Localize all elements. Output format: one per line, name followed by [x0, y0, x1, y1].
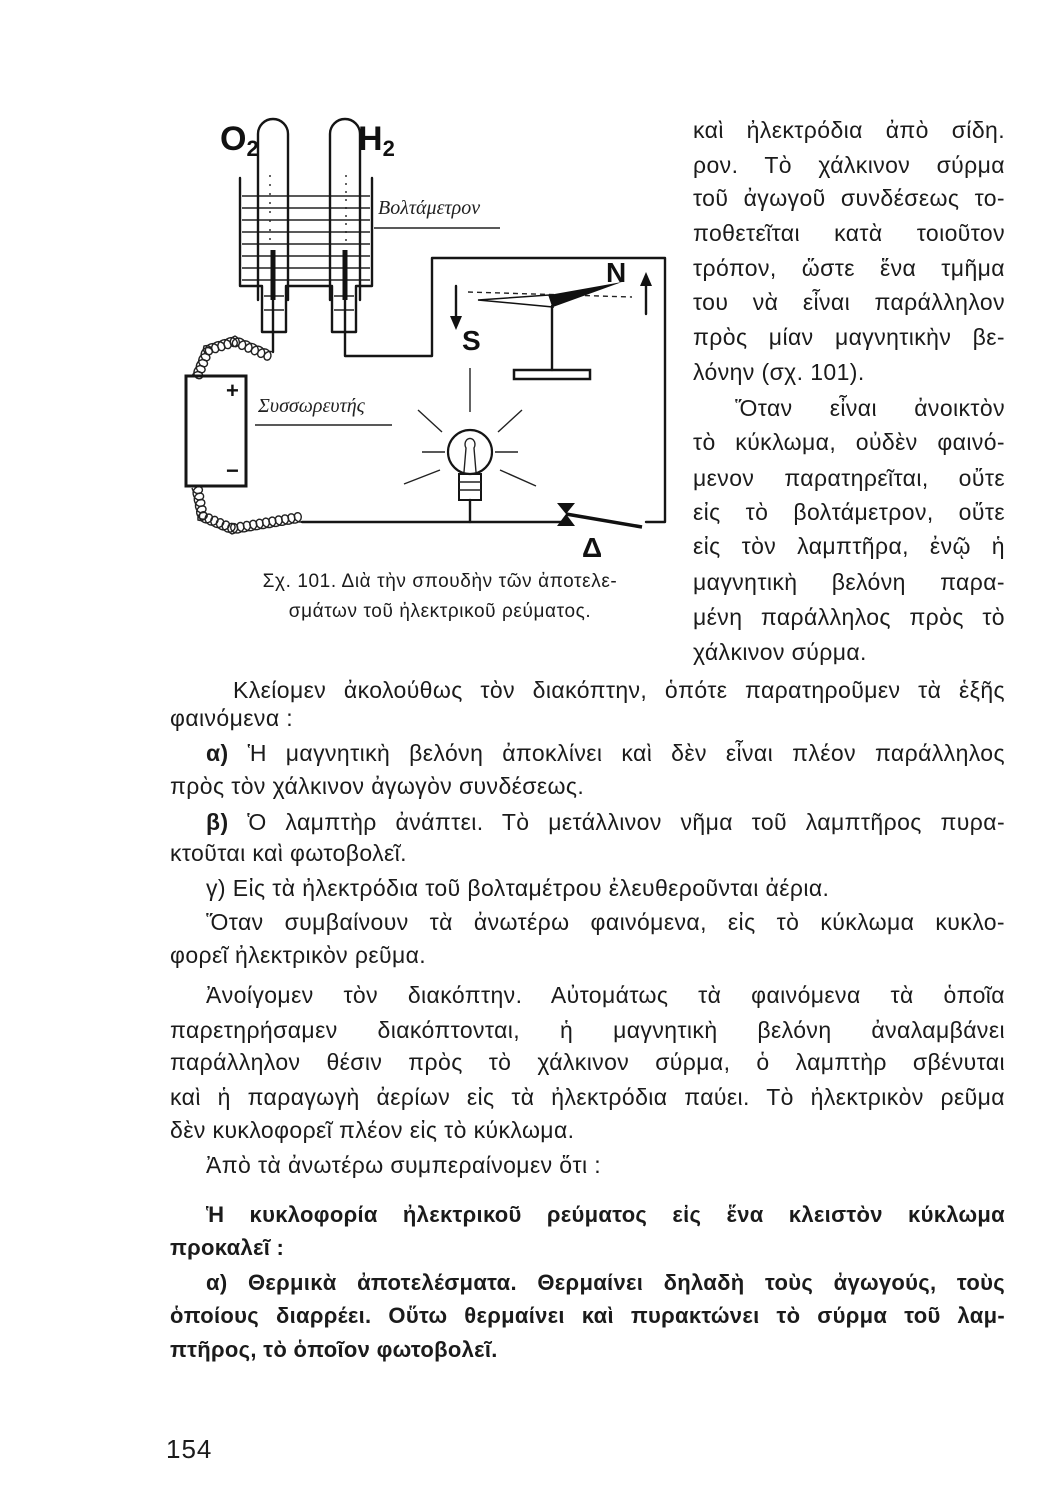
- body-line-bold: προκαλεῖ :: [170, 1235, 285, 1260]
- side-line: ποθετεῖται κατὰ τοιοῦτον: [693, 220, 1005, 246]
- lamp-bulb-icon: [448, 430, 492, 474]
- oxygen-label: [220, 120, 259, 161]
- line-text: Ὁ λαμπτὴρ ἀνάπτει. Τὸ μετάλλινον νῆμα τοῦ λαμπτῆρος πυρα-: [247, 809, 1005, 835]
- body-line: καὶ ἡ παραγωγὴ ἀερίων εἰς τὰ ἠλεκτρόδια παύει. Τὸ ἠλεκτρικὸν ρεῦμα: [170, 1084, 1005, 1110]
- switch-label: Δ: [582, 532, 603, 563]
- body-line: δὲν κυκλοφορεῖ πλέον εἰς τὸ κύκλωμα.: [170, 1117, 575, 1143]
- positive-terminal-sign: +: [226, 378, 239, 403]
- figure-caption-line: Σχ. 101. Διὰ τὴν σπουδὴν τῶν ἀποτελε-: [262, 571, 618, 592]
- body-line: Κλείομεν ἀκολούθως τὸν διακόπτην, ὁπότε παρατηροῦμεν τὰ ἑξῆς: [233, 677, 1005, 703]
- accumulator-label: Συσσωρευτής: [258, 395, 365, 417]
- negative-terminal-sign: −: [226, 458, 239, 483]
- upper-coiled-lead: [192, 336, 273, 379]
- side-line: ρον. Τὸ χάλκινον σύρμα: [693, 152, 1005, 178]
- body-line-bold: Ἡ κυκλοφορία ἠλεκτρικοῦ ρεύματος εἰς ἕνα κλειστὸν κύκλωμα: [206, 1202, 1005, 1227]
- body-line: πρὸς τὸν χάλκινον ἀγωγὸν συνδέσεως.: [170, 773, 585, 799]
- body-line: παράλληλον θέσιν πρὸς τὸ χάλκινον σύρμα, ὁ λαμπτὴρ σβένυται: [170, 1049, 1005, 1075]
- body-line: [206, 738, 1005, 768]
- lower-coiled-lead: [192, 487, 302, 534]
- voltameter-label: Βολτάμετρον: [378, 197, 481, 219]
- south-pole-label: S: [462, 325, 481, 356]
- south-arrowhead-icon: [450, 316, 462, 330]
- side-line: μένη παράλληλος πρὸς τὸ: [693, 604, 1005, 630]
- side-line: τὸ κύκλωμα, οὐδὲν φαινό-: [693, 429, 1005, 455]
- north-pole-label: N: [606, 257, 627, 288]
- side-line: χάλκινον σύρμα.: [693, 639, 867, 665]
- line-text: Θερμικὰ ἀποτελέσματα. Θερμαίνει δηλαδὴ τοὺς ἀγωγούς, τοὺς: [247, 1270, 1005, 1295]
- body-line: Ὅταν συμβαίνουν τὰ ἀνωτέρω φαινόμενα, εἰς τὸ κύκλωμα κυκλο-: [206, 909, 1005, 935]
- hydrogen-symbol: H: [358, 120, 383, 158]
- oxygen-subscript: 2: [246, 136, 259, 161]
- body-line: φορεῖ ἠλεκτρικὸν ρεῦμα.: [170, 942, 427, 968]
- list-marker: γ): [206, 875, 226, 901]
- body-line: Ἀνοίγομεν τὸν διακόπτην. Αὐτομάτως τὰ φαινόμενα τὰ ὁποῖα: [206, 982, 1005, 1008]
- circuit-figure: [0, 0, 690, 580]
- voltameter-vessel: [240, 178, 372, 332]
- hydrogen-subscript: 2: [382, 136, 395, 161]
- side-line: του νὰ εἶναι παράλληλον: [693, 289, 1005, 315]
- body-line: φαινόμενα :: [170, 705, 294, 731]
- side-line: τοῦ ἀγωγοῦ συνδέσεως το-: [693, 185, 1005, 211]
- side-line: καὶ ἠλεκτρόδια ἀπὸ σίδη.: [693, 117, 1005, 143]
- page-number: 154: [166, 1434, 213, 1464]
- side-line: Ὅταν εἶναι ἀνοικτὸν: [735, 395, 1005, 421]
- list-marker: β): [206, 809, 229, 835]
- needle-south-half: [478, 295, 553, 307]
- side-line: τρόπον, ὥστε ἕνα τμῆμα: [693, 255, 1005, 281]
- side-line: εἰς τὸ βολτάμετρον, οὔτε: [693, 499, 1005, 525]
- body-line-bold: ὁποίους διαρρέει. Οὕτω θερμαίνει καὶ πυρακτώνει τὸ σύρμα τοῦ λαμ-: [170, 1303, 1005, 1328]
- list-marker: α): [206, 1270, 228, 1295]
- north-arrowhead-icon: [640, 272, 652, 286]
- body-line-bold: πτῆρος, τὸ ὁποῖον φωτοβολεῖ.: [170, 1337, 498, 1362]
- side-line: εἰς τὸν λαμπτῆρα, ἐνῷ ἡ: [693, 533, 1005, 559]
- side-line: πρὸς μίαν μαγνητικὴν βε-: [693, 324, 1005, 350]
- body-line: [206, 873, 1005, 903]
- body-line: κτοῦται καὶ φωτοβολεῖ.: [170, 840, 407, 866]
- side-line: μαγνητικὴ βελόνη παρα-: [693, 569, 1005, 595]
- hydrogen-label: [358, 120, 395, 161]
- lamp-base-thread: [459, 482, 481, 490]
- switch-lever: [566, 514, 642, 527]
- lamp-base: [459, 474, 481, 500]
- line-text: Ἡ μαγνητικὴ βελόνη ἀποκλίνει καὶ δὲν εἶναι πλέον παράλληλος: [247, 740, 1005, 766]
- body-line-bold: [206, 1268, 1005, 1298]
- side-line: λόνην (σχ. 101).: [693, 359, 865, 385]
- lamp-filament: [464, 438, 476, 472]
- body-line: [206, 807, 1005, 837]
- line-text: Εἰς τὰ ἠλεκτρόδια τοῦ βολταμέτρου ἐλευθεροῦνται ἀέρια.: [232, 875, 830, 901]
- list-marker: α): [206, 740, 229, 766]
- needle-stand-base: [514, 370, 590, 379]
- body-line: Ἀπὸ τὰ ἀνωτέρω συμπεραίνομεν ὅτι :: [206, 1152, 602, 1178]
- oxygen-symbol: O: [220, 120, 247, 158]
- side-line: μενον παρατηρεῖται, οὔτε: [693, 465, 1005, 491]
- body-line: παρετηρήσαμεν διακόπτονται, ἡ μαγνητικὴ βελόνη ἀναλαμβάνει: [170, 1017, 1005, 1043]
- figure-caption-line: σμάτων τοῦ ἠλεκτρικοῦ ρεύματος.: [288, 601, 592, 622]
- lamp-light-rays: [404, 368, 536, 486]
